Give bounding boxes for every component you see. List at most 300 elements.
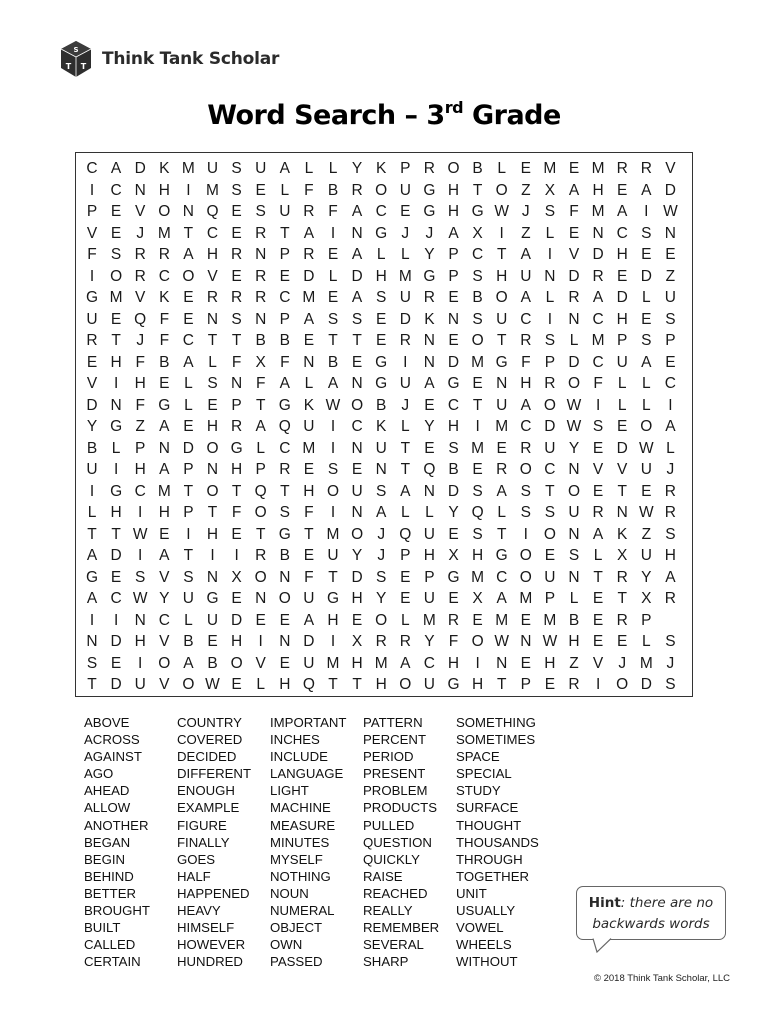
grid-row (76, 395, 692, 417)
grid-letter: C (592, 353, 604, 371)
grid-letter: V (665, 160, 676, 177)
grid-letter: G (375, 224, 388, 242)
grid-letter: A (496, 482, 507, 500)
grid-letter: O (471, 633, 484, 650)
grid-letter: G (278, 396, 291, 414)
grid-letter: R (423, 289, 435, 306)
grid-letter: Y (568, 439, 580, 457)
grid-letter: N (86, 633, 98, 650)
grid-letter: G (278, 525, 291, 543)
grid-letter: T (400, 461, 411, 478)
grid-letter: O (375, 181, 388, 199)
grid-letter: L (208, 353, 217, 371)
grid-letter: A (520, 246, 531, 263)
grid-letter: R (230, 289, 243, 306)
grid-letter: A (665, 418, 676, 435)
word-item: ENOUGH (177, 783, 235, 799)
grid-letter: T (255, 525, 266, 543)
grid-letter: Q (254, 482, 267, 500)
grid-letter: M (639, 654, 653, 672)
grid-letter: E (110, 654, 122, 672)
grid-letter: M (495, 611, 509, 629)
grid-letter: E (231, 224, 242, 242)
grid-row (76, 223, 692, 245)
grid-letter: A (183, 654, 194, 672)
grid-letter: J (401, 224, 410, 242)
grid-letter: O (447, 160, 460, 177)
grid-letter: A (183, 246, 194, 263)
word-item: HEAVY (177, 903, 221, 919)
word-item: PATTERN (363, 715, 423, 730)
grid-letter: S (472, 525, 483, 543)
word-item: SURFACE (456, 800, 519, 816)
grid-letter: H (375, 676, 387, 693)
grid-letter: O (254, 504, 267, 521)
word-item: HOWEVER (177, 937, 246, 953)
grid-letter: M (302, 439, 316, 457)
grid-letter: A (568, 181, 580, 199)
grid-letter: O (399, 676, 412, 693)
grid-letter: R (255, 224, 267, 242)
grid-letter: R (399, 633, 411, 650)
grid-letter: W (494, 203, 509, 220)
grid-letter: I (89, 181, 95, 199)
grid-letter: Z (521, 181, 531, 199)
grid-letter: A (86, 547, 98, 564)
grid-letter: P (86, 203, 98, 220)
grid-letter: A (617, 203, 628, 220)
grid-letter: T (496, 676, 507, 693)
grid-letter: I (113, 611, 119, 629)
grid-letter: M (326, 654, 340, 672)
grid-letter: U (399, 289, 411, 306)
brand-name: Think Tank Scholar (102, 49, 280, 69)
grid-letter: U (86, 310, 98, 328)
grid-letter: A (255, 418, 266, 435)
grid-letter: D (86, 396, 98, 414)
grid-letter: H (447, 203, 460, 220)
grid-letter: A (376, 504, 387, 521)
grid-letter: S (641, 332, 652, 349)
grid-letter: S (279, 504, 290, 521)
grid-letter: G (375, 353, 388, 371)
grid-letter: E (183, 418, 194, 435)
grid-letter: B (327, 181, 339, 199)
grid-letter: A (520, 289, 531, 306)
grid-letter: M (374, 654, 388, 672)
grid-letter: U (664, 289, 676, 306)
page-title (0, 98, 768, 131)
grid-letter: A (641, 181, 652, 199)
grid-letter: A (159, 461, 170, 478)
grid-letter: J (666, 654, 675, 672)
grid-letter: L (641, 289, 651, 306)
grid-letter: N (568, 310, 580, 328)
grid-letter: N (568, 461, 580, 478)
grid-letter: M (157, 224, 171, 242)
grid-letter: L (280, 181, 290, 199)
grid-letter: T (231, 482, 242, 500)
grid-letter: E (544, 676, 556, 693)
grid-row (76, 180, 692, 202)
grid-letter: T (352, 332, 362, 349)
copyright-footer: © 2018 Think Tank Scholar, LLC (593, 973, 730, 984)
grid-letter: M (206, 181, 219, 199)
grid-letter: I (475, 654, 480, 672)
grid-letter: M (157, 482, 171, 500)
grid-letter: A (641, 353, 652, 371)
grid-letter: S (376, 482, 387, 500)
grid-letter: U (568, 504, 580, 521)
grid-letter: S (520, 482, 531, 500)
grid-letter: J (666, 461, 675, 478)
grid-letter: L (111, 439, 121, 457)
grid-letter: C (520, 310, 532, 328)
grid-letter: Z (521, 224, 531, 242)
grid-letter: O (206, 439, 219, 457)
grid-letter: O (495, 181, 508, 199)
grid-letter: G (495, 547, 508, 564)
grid-letter: H (158, 181, 170, 199)
grid-letter: E (231, 676, 242, 693)
grid-letter: F (569, 203, 579, 220)
word-item: EXAMPLE (177, 800, 240, 816)
word-column (177, 714, 273, 970)
grid-letter: D (399, 310, 411, 328)
grid-letter: L (641, 396, 651, 414)
grid-letter: E (448, 590, 459, 607)
grid-letter: N (496, 375, 508, 392)
grid-letter: L (497, 504, 506, 521)
grid-letter: G (447, 375, 460, 392)
grid-letter: Z (665, 267, 676, 285)
grid-letter: S (472, 482, 483, 500)
grid-letter: D (110, 676, 122, 693)
grid-letter: R (158, 246, 170, 263)
grid-letter: T (496, 246, 507, 263)
grid-letter: A (159, 547, 170, 564)
grid-letter: E (568, 160, 580, 177)
grid-letter: E (448, 289, 459, 306)
grid-letter: U (134, 676, 146, 693)
grid-letter: S (520, 504, 531, 521)
grid-letter: R (255, 267, 267, 285)
grid-letter: C (158, 267, 170, 285)
grid-letter: G (206, 590, 219, 607)
grid-letter: H (134, 461, 146, 478)
grid-letter: Q (471, 504, 484, 521)
grid-letter: T (472, 396, 483, 414)
grid-letter: A (592, 289, 604, 306)
grid-letter: T (255, 396, 266, 414)
grid-letter: R (86, 332, 98, 349)
grid-letter: L (87, 504, 97, 521)
grid-letter: S (665, 676, 676, 693)
grid-letter: O (351, 525, 364, 543)
grid-letter: C (496, 568, 508, 586)
grid-letter: O (543, 525, 556, 543)
word-item: LIGHT (270, 783, 309, 799)
grid-letter: H (134, 633, 146, 650)
grid-letter: W (638, 439, 654, 457)
grid-letter: V (86, 224, 98, 242)
grid-letter: T (352, 676, 362, 693)
grid-letter: W (542, 633, 558, 650)
grid-letter: I (138, 504, 143, 521)
grid-letter: S (327, 310, 339, 328)
grid-letter: E (520, 611, 531, 629)
hint-line-1 (577, 893, 725, 914)
grid-letter: N (206, 310, 219, 328)
grid-letter: U (399, 181, 411, 199)
grid-letter: E (617, 267, 628, 285)
grid-letter: K (424, 310, 435, 328)
word-item: OBJECT (270, 920, 323, 936)
word-item: QUESTION (363, 834, 432, 850)
grid-letter: X (544, 181, 556, 199)
grid-letter: M (326, 525, 340, 543)
grid-letter: W (663, 203, 678, 220)
grid-letter: T (545, 482, 555, 500)
grid-letter: P (400, 160, 411, 177)
grid-letter: X (351, 633, 363, 650)
grid-letter: E (376, 332, 387, 349)
grid-letter: R (447, 611, 460, 629)
grid-letter: R (399, 332, 411, 349)
word-item: PERIOD (363, 749, 414, 765)
grid-letter: T (328, 676, 338, 693)
grid-letter: U (423, 525, 435, 543)
grid-letter: R (375, 633, 387, 650)
grid-letter: M (302, 289, 316, 306)
grid-letter: R (255, 289, 267, 306)
grid-letter: I (330, 418, 336, 435)
word-item: LANGUAGE (270, 766, 344, 782)
grid-letter: T (280, 224, 290, 242)
grid-letter: L (497, 160, 506, 177)
grid-letter: I (186, 525, 191, 543)
word-item: SOMETHING (456, 715, 536, 730)
grid-letter: D (303, 633, 315, 650)
grid-letter: V (255, 654, 266, 672)
grid-letter: N (158, 439, 170, 457)
grid-letter: S (86, 654, 98, 672)
grid-letter: F (304, 181, 314, 199)
grid-letter: N (134, 611, 146, 629)
grid-letter: L (545, 224, 555, 242)
grid-letter: I (210, 547, 215, 564)
grid-letter: S (568, 547, 580, 564)
grid-letter: H (471, 547, 484, 564)
grid-letter: N (255, 246, 267, 263)
grid-letter: S (327, 461, 339, 478)
word-item: HUNDRED (177, 954, 243, 970)
grid-letter: N (568, 525, 580, 543)
grid-letter: N (351, 375, 363, 392)
grid-row (76, 631, 692, 653)
grid-letter: D (616, 289, 628, 306)
grid-letter: R (592, 504, 604, 521)
grid-letter: N (255, 590, 267, 607)
grid-letter: M (422, 611, 436, 629)
grid-letter: U (375, 439, 387, 457)
grid-letter: U (640, 461, 652, 478)
grid-letter: S (231, 310, 242, 328)
grid-letter: U (399, 375, 411, 392)
word-item: CERTAIN (84, 954, 141, 970)
grid-letter: I (330, 633, 336, 650)
grid-letter: E (592, 439, 604, 457)
grid-letter: R (496, 461, 508, 478)
grid-letter: A (520, 396, 531, 414)
hint-text-2: backwards words (592, 916, 710, 932)
grid-letter: V (592, 461, 604, 478)
grid-row (76, 567, 692, 589)
grid-letter: O (158, 203, 171, 220)
grid-letter: E (568, 224, 580, 242)
grid-letter: R (544, 375, 556, 392)
grid-letter: I (330, 439, 336, 457)
grid-letter: T (593, 568, 603, 586)
grid-letter: N (423, 482, 435, 500)
grid-letter: I (595, 396, 601, 414)
grid-letter: E (617, 418, 628, 435)
grid-letter: A (279, 160, 290, 177)
grid-letter: T (87, 676, 97, 693)
grid-letter: C (110, 590, 122, 607)
grid-letter: T (496, 525, 507, 543)
word-item: REACHED (363, 885, 428, 901)
grid-letter: E (641, 310, 652, 328)
grid-letter: N (255, 310, 267, 328)
grid-letter: N (351, 439, 363, 457)
grid-letter: F (280, 353, 290, 371)
grid-letter: Y (424, 246, 435, 263)
grid-letter: N (520, 633, 532, 650)
grid-letter: L (569, 332, 579, 349)
grid-letter: R (568, 289, 580, 306)
grid-letter: N (279, 568, 291, 586)
grid-letter: E (617, 633, 628, 650)
word-item: SPECIAL (456, 766, 512, 782)
page-title-main: Word Search – 3 (207, 100, 445, 131)
grid-letter: L (376, 246, 386, 263)
grid-letter: V (159, 568, 170, 586)
grid-letter: O (495, 289, 508, 306)
grid-letter: N (496, 654, 508, 672)
grid-letter: H (616, 246, 628, 263)
grid-letter: H (544, 654, 556, 672)
grid-letter: Y (424, 418, 435, 435)
word-item: PERCENT (363, 732, 427, 748)
grid-letter: Y (159, 590, 170, 607)
grid-row (76, 438, 692, 460)
grid-letter: E (665, 353, 676, 371)
grid-letter: E (159, 525, 170, 543)
grid-letter: R (616, 160, 628, 177)
grid-letter: P (544, 590, 556, 607)
grid-letter: T (111, 332, 121, 349)
grid-letter: E (110, 224, 122, 242)
grid-letter: R (520, 439, 532, 457)
grid-letter: K (376, 418, 387, 435)
grid-letter: U (616, 353, 628, 371)
grid-letter: D (592, 246, 604, 263)
grid-letter: O (519, 461, 532, 478)
grid-letter: K (159, 289, 170, 306)
word-item: PULLED (363, 817, 415, 833)
grid-letter: S (592, 418, 604, 435)
grid-letter: A (351, 289, 363, 306)
grid-letter: H (568, 633, 580, 650)
grid-letter: N (206, 461, 219, 478)
grid-letter: G (110, 482, 123, 500)
grid-letter: H (230, 461, 243, 478)
grid-row (76, 459, 692, 481)
grid-letter: T (207, 504, 218, 521)
grid-letter: M (543, 160, 557, 177)
word-item: TOGETHER (456, 868, 530, 884)
grid-letter: I (89, 482, 95, 500)
grid-letter: B (255, 332, 266, 349)
grid-letter: M (591, 203, 605, 220)
grid-letter: L (256, 439, 265, 457)
grid-letter: B (448, 461, 459, 478)
grid-letter: L (184, 396, 193, 414)
grid-letter: U (544, 568, 556, 586)
grid-letter: N (544, 267, 556, 285)
grid-letter: A (303, 611, 315, 629)
grid-letter: O (351, 396, 364, 414)
grid-letter: C (520, 418, 532, 435)
word-item: RAISE (363, 868, 403, 884)
grid-letter: L (400, 611, 410, 629)
word-item: AGAINST (84, 749, 142, 765)
page-title-superscript: rd (444, 98, 464, 117)
word-item: VOWEL (456, 920, 504, 936)
word-column (270, 714, 366, 970)
word-item: AGO (84, 766, 114, 782)
grid-letter: O (543, 396, 556, 414)
grid-letter: N (592, 224, 604, 242)
grid-letter: E (592, 633, 604, 650)
grid-letter: S (448, 439, 459, 457)
grid-letter: N (616, 504, 628, 521)
grid-letter: S (207, 375, 218, 392)
grid-letter: W (205, 676, 220, 693)
grid-letter: O (278, 590, 291, 607)
word-item: MYSELF (270, 851, 323, 867)
hint-text-1: : there are no (620, 895, 714, 911)
grid-letter: S (472, 310, 483, 328)
grid-letter: W (132, 590, 148, 607)
grid-letter: H (447, 181, 460, 199)
grid-letter: Q (423, 461, 436, 478)
grid-letter: D (447, 482, 460, 500)
grid-letter: X (472, 224, 483, 242)
grid-letter: U (544, 439, 556, 457)
grid-letter: E (231, 525, 242, 543)
grid-letter: X (641, 590, 652, 607)
grid-letter: P (279, 310, 290, 328)
grid-letter: T (472, 181, 483, 199)
grid-letter: G (447, 676, 460, 693)
grid-letter: S (231, 181, 242, 199)
grid-letter: T (183, 224, 194, 242)
grid-letter: M (495, 418, 509, 435)
grid-letter: D (134, 160, 146, 177)
grid-letter: D (616, 439, 628, 457)
